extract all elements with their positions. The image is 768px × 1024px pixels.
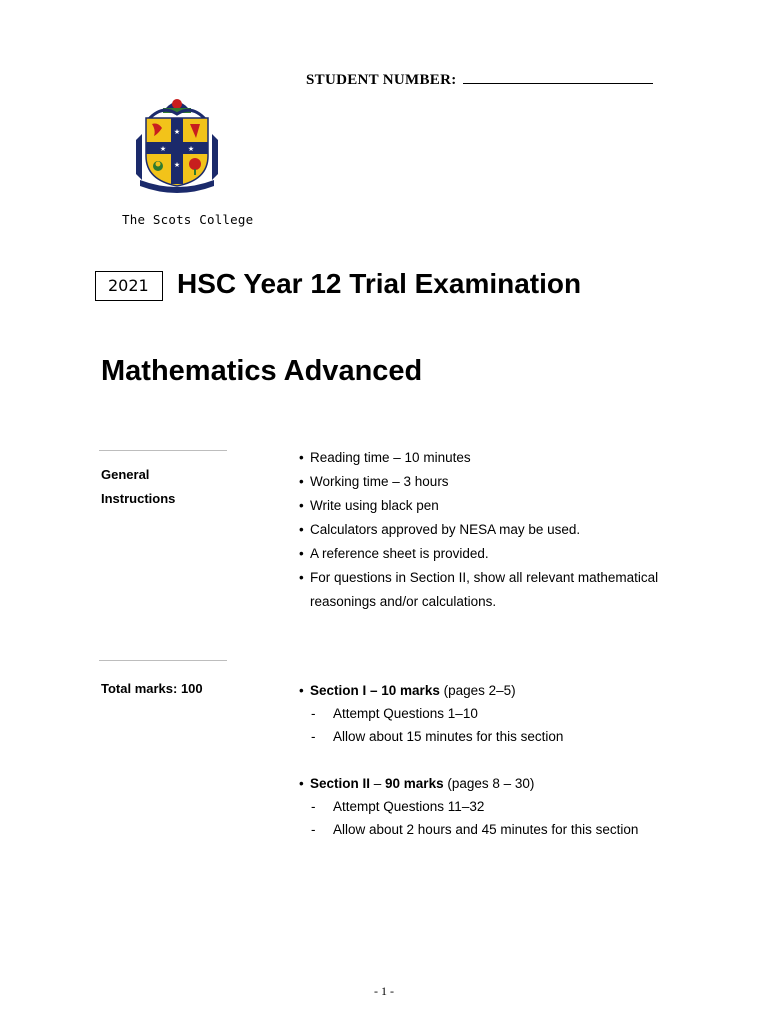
svg-text:★: ★ [173, 162, 181, 169]
list-item: - Allow about 15 minutes for this section [311, 729, 564, 744]
subject-title: Mathematics Advanced [101, 355, 423, 387]
section-2-block [299, 772, 638, 841]
exam-title: HSC Year 12 Trial Examination [177, 268, 582, 299]
student-number-blank [463, 70, 653, 84]
section-1-heading: • Section I – 10 marks (pages 2–5) [299, 683, 516, 698]
page-number: - 1 - [374, 984, 394, 998]
school-crest-icon [128, 94, 226, 194]
list-item: • For questions in Section II, show all relevant mathematical [299, 570, 659, 585]
svg-text:★: ★ [187, 146, 195, 153]
list-item: • Reading time – 10 minutes [299, 450, 471, 465]
list-item: • A reference sheet is provided. [299, 546, 489, 561]
list-item: • Write using black pen [299, 498, 439, 513]
list-item: - Allow about 2 hours and 45 minutes for this section [311, 822, 639, 837]
section-1-block [299, 679, 563, 748]
student-number-field [306, 70, 653, 89]
svg-text:★: ★ [159, 146, 167, 153]
section-2-heading: • Section II – 90 marks (pages 8 – 30) [299, 776, 535, 791]
list-item: - Attempt Questions 11–32 [311, 799, 485, 814]
student-number-label: STUDENT NUMBER: [306, 72, 457, 88]
exam-year-box: 2021 [95, 271, 163, 301]
list-item: • Calculators approved by NESA may be used. [299, 522, 581, 537]
divider-general [99, 450, 227, 451]
college-name: The Scots College [122, 212, 254, 227]
divider-marks [99, 660, 227, 661]
list-item: • Working time – 3 hours [299, 474, 449, 489]
list-item: - Attempt Questions 1–10 [311, 706, 478, 721]
general-instructions-list [299, 446, 658, 614]
svg-text:★: ★ [173, 129, 181, 136]
total-marks-label: Total marks: 100 [101, 681, 203, 696]
general-label-line1: General [101, 467, 150, 482]
list-item-continuation: reasonings and/or calculations. [310, 594, 497, 609]
general-label-line2: Instructions [101, 491, 176, 506]
